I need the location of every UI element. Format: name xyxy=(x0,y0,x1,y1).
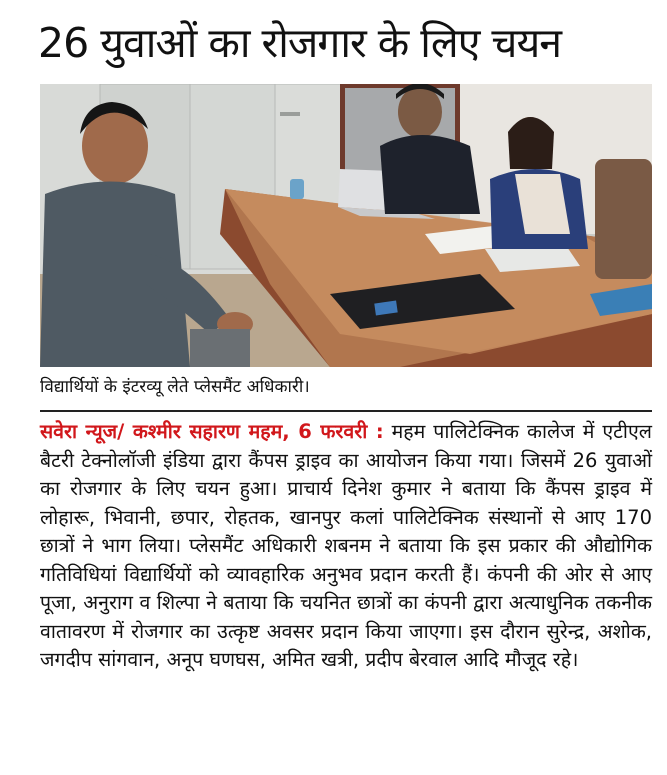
divider xyxy=(40,410,652,412)
article-body xyxy=(40,418,652,675)
article-text: महम पालिटेक्निक कालेज में एटीएल बैटरी टेक्नोलॉजी इंडिया द्वारा कैंपस ड्राइव का आयोजन किया गया। जिसमें 26 युवाओं का रोजगार के लिए चयन हुआ। प्राचार्य दिनेश कुमार ने बताया कि कैंपस ड्राइव में लोहारू, भिवानी, छपार, रोहतक, खानपुर कलां पालिटेक्निक संस्थानों से आए 170 छात्रों ने भाग लिया। प्लेसमैंट अधिकारी शबनम ने बताया कि इस प्रकार की औद्योगिक गतिविधियां विद्यार्थियों को व्यावहारिक अनुभव प्रदान करती हैं। कंपनी की ओर से आए पूजा, अनुराग व शिल्पा ने बताया कि चयनित छात्रों का कंपनी द्वारा अत्याधुनिक तकनीक वातावरण में रोजगार का उत्कृष्ट अवसर प्रदान किया जाएगा। इस दौरान सुरेन्द्र, अशोक, जगदीप सांगवान, अनूप घणघस, अमित खत्री, प्रदीप बेरवाल आदि मौजूद रहे। xyxy=(40,420,652,671)
news-photo xyxy=(40,84,652,367)
photo-caption: विद्यार्थियों के इंटरव्यू लेते प्लेसमैंट अधिकारी। xyxy=(40,377,310,397)
article-byline: सवेरा न्यूज/ कश्मीर सहारण महम, 6 फरवरी : xyxy=(40,420,384,443)
headline: 26 युवाओं का रोजगार के लिए चयन xyxy=(38,19,561,67)
